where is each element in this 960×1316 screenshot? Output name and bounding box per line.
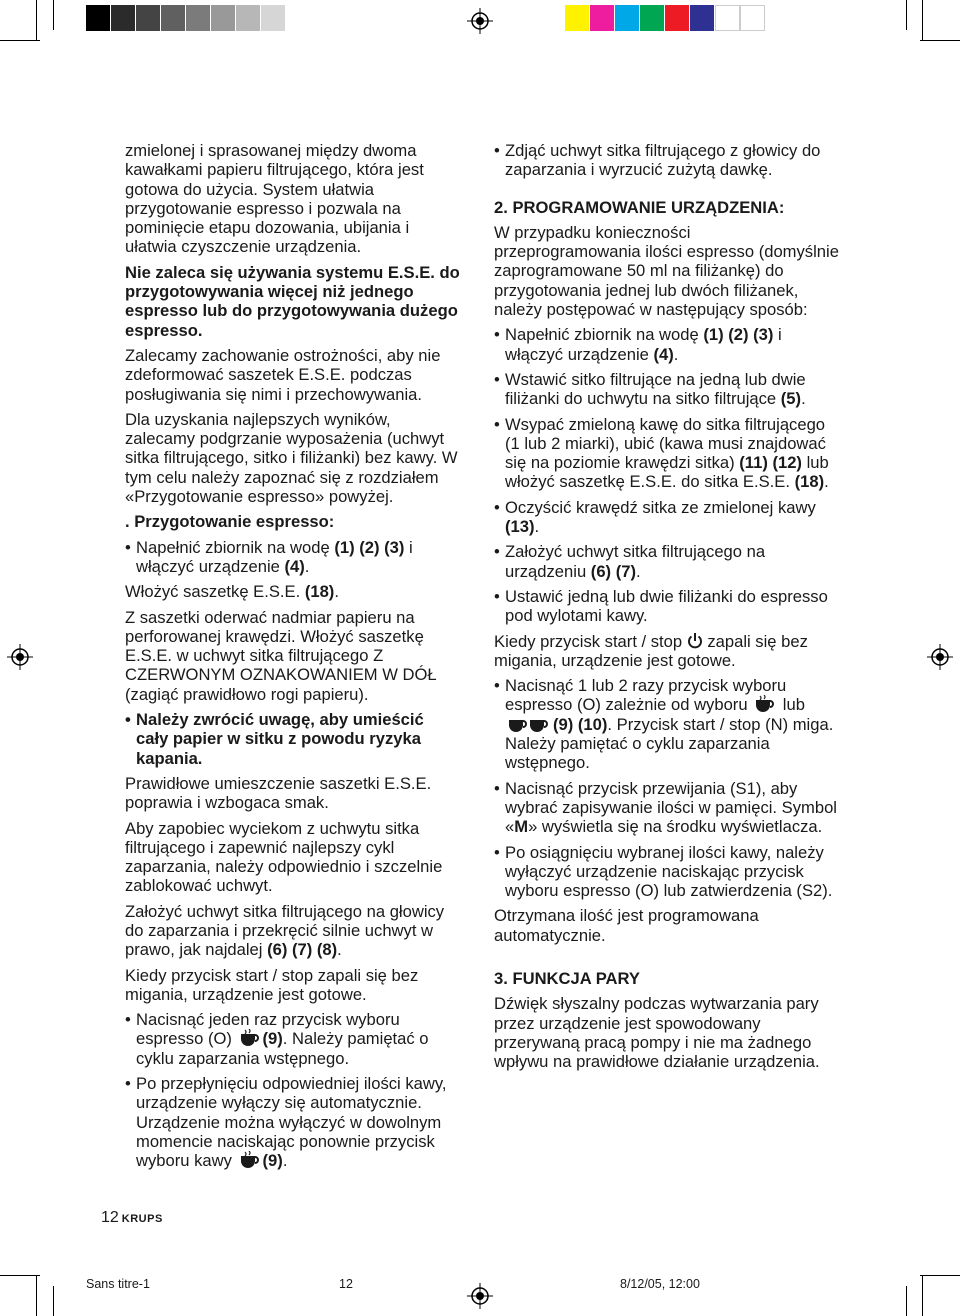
registration-mark-icon (927, 644, 953, 670)
paragraph: Włożyć saszetkę E.S.E. (18). (125, 582, 339, 602)
paragraph: W przypadku konieczności przeprogramowania ilości espresso (domyślnie zaprogramowane 50 ml na filiżankę) do przygotowania jednej lub dwóch filiżanek, należy postępować w następujący sposób: (494, 222, 839, 320)
list-item: • Wstawić sitko filtrujące na jedną lub dwie filiżanki do uchwytu na sitko filtrujące (5). (494, 370, 839, 409)
double-cup-icon (507, 715, 551, 733)
footer-filename: Sans titre-1 (86, 1277, 150, 1291)
paragraph: zmielonej i sprasowanej między dwoma kawałkami papieru filtrującego, która jest gotowa do użycia. System ułatwia przygotowanie espresso i pozwala na pominięcie etapu dozowania, ubijania i ułatwia czyszczenie urządzenia. (125, 141, 424, 257)
paragraph: Z saszetki oderwać nadmiar papieru na perforowanej krawędzi. Włożyć saszetkę E.S.E. w uchwyt sitka filtrującego Z CZERWONYM OZNAKOWANIEM W DÓŁ (zagiąć prawidłowo rogi papieru). (125, 607, 437, 704)
list-item: • Napełnić zbiornik na wodę (1) (2) (3) i włączyć urządzenie (4). (125, 538, 460, 577)
list-item: • Nacisnąć 1 lub 2 razy przycisk wyboru espresso (O) zależnie od wyboru lub (9) (10). Przycisk start / stop (N) miga. Należy pamiętać o cyklu zaparzania wstępnego. (494, 676, 839, 772)
warning-paragraph: Nie zaleca się używania systemu E.S.E. do przygotowywania więcej niż jednego espresso lub do przygotowywania dużego espresso. (125, 262, 460, 340)
registration-mark-icon (467, 8, 493, 34)
section-heading: 3. FUNKCJA PARY (494, 968, 640, 988)
section-heading: 2. PROGRAMOWANIE URZĄDZENIA: (494, 197, 785, 217)
paragraph: Kiedy przycisk start / stop zapali się bez migania, urządzenie jest gotowe. (125, 965, 419, 1004)
list-item: • Ustawić jedną lub dwie filiżanki do espresso pod wylotami kawy. (494, 587, 839, 626)
list-item: • Założyć uchwyt sitka filtrującego na urządzeniu (6) (7). (494, 542, 839, 581)
list-item: • Należy zwrócić uwagę, aby umieścić cały papier w sitku z powodu ryzyka kapania. (125, 710, 460, 768)
left-column (125, 141, 460, 1177)
paragraph: Otrzymana ilość jest programowana automatycznie. (494, 906, 759, 945)
right-column (494, 141, 839, 1077)
single-cup-icon (239, 1029, 261, 1047)
color-swatches-cmyk (565, 5, 765, 31)
paragraph: Dla uzyskania najlepszych wyników, zalecamy podgrzanie wyposażenia (uchwyt sitka filtrującego, sitko i filiżanki) bez kawy. W tym celu należy zapoznać się z rozdziałem «Przygotowanie espresso» powyżej. (125, 409, 458, 507)
paragraph: Założyć uchwyt sitka filtrującego na głowicy do zaparzania i przekręcić silnie uchwyt w prawo, jak najdalej (6) (7) (8). (125, 901, 445, 960)
paragraph: Prawidłowe umieszczenie saszetki E.S.E. poprawia i wzbogaca smak. (125, 773, 432, 813)
registration-mark-icon (467, 1283, 493, 1309)
power-icon (687, 632, 703, 650)
color-swatches-grayscale (86, 5, 286, 31)
single-cup-icon (754, 695, 776, 713)
list-item: • Wsypać zmieloną kawę do sitka filtrującego (1 lub 2 miarki), ubić (kawa musi znajdować się na poziomie krawędzi sitka) (11) (12) lub włożyć saszetkę E.S.E. do sitka E.S.E. (18). (494, 415, 839, 492)
paragraph: Aby zapobiec wyciekom z uchwytu sitka filtrującego i zapewnić najlepszy cykl zaparzania, należy odpowiednio i szczelnie zablokować uchwyt. (125, 818, 443, 896)
registration-mark-icon (7, 644, 33, 670)
section-heading: . Przygotowanie espresso: (125, 512, 335, 532)
paragraph: Kiedy przycisk start / stop zapali się bez migania, urządzenie jest gotowe. (494, 631, 808, 670)
page-number: 12 KRUPS (101, 1209, 163, 1226)
list-item: • Nacisnąć przycisk przewijania (S1), aby wybrać zapisywanie ilości w pamięci. Symbol «M» wyświetla się na środku wyświetlacza. (494, 779, 839, 837)
paragraph: Zalecamy zachowanie ostrożności, aby nie zdeformować saszetek E.S.E. podczas posługiwania się nimi i przechowywania. (125, 345, 441, 404)
footer-date: 8/12/05, 12:00 (620, 1277, 700, 1291)
footer-page: 12 (339, 1277, 353, 1291)
list-item: • Oczyścić krawędź sitka ze zmielonej kawy (13). (494, 498, 839, 537)
paragraph: Dźwięk słyszalny podczas wytwarzania pary przez urządzenie jest spowodowany przerywaną pracą pompy i nie ma żadnego wpływu na prawidłowe działanie urządzenia. (494, 994, 820, 1072)
list-item: • Po osiągnięciu wybranej ilości kawy, należy wyłączyć urządzenie naciskając przycisk wyboru espresso (O) lub zatwierdzenia (S2). (494, 843, 839, 901)
single-cup-icon (239, 1151, 261, 1169)
list-item: • Po przepłynięciu odpowiedniej ilości kawy, urządzenie wyłączy się automatycznie. Urządzenie można wyłączyć w dowolnym momencie naciskając ponownie przycisk wyboru kawy (9). (125, 1074, 460, 1170)
list-item: • Zdjąć uchwyt sitka filtrującego z głowicy do zaparzania i wyrzucić zużytą dawkę. (494, 141, 839, 180)
list-item: • Napełnić zbiornik na wodę (1) (2) (3) i włączyć urządzenie (4). (494, 325, 839, 364)
brand-logo: KRUPS (121, 1213, 163, 1225)
list-item: • Nacisnąć jeden raz przycisk wyboru espresso (O) (9). Należy pamiętać o cyklu zaparzania wstępnego. (125, 1010, 460, 1068)
